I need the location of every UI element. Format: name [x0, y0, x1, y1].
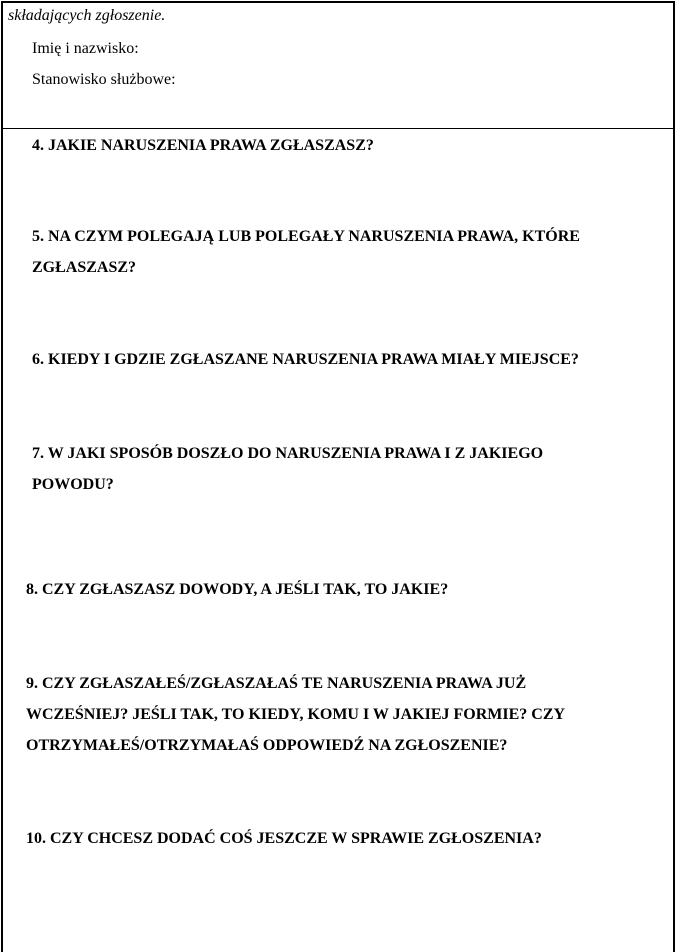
question-8: [26, 574, 448, 605]
question-5-line-1: 5. NA CZYM POLEGAJĄ LUB POLEGAŁY NARUSZENIA PRAWA, KTÓRE: [32, 228, 580, 245]
question-6-line-1: 6. KIEDY I GDZIE ZGŁASZANE NARUSZENIA PRAWA MIAŁY MIEJSCE?: [32, 351, 579, 368]
question-7-line-2: POWODU?: [32, 476, 114, 493]
question-9-line-3: OTRZYMAŁEŚ/OTRZYMAŁAŚ ODPOWIEDŹ NA ZGŁOSZENIE?: [26, 737, 508, 754]
position-field-label: Stanowisko służbowe:: [32, 71, 176, 88]
question-7-line-1: 7. W JAKI SPOSÓB DOSZŁO DO NARUSZENIA PRAWA I Z JAKIEGO: [32, 445, 544, 462]
question-8-line-1: 8. CZY ZGŁASZASZ DOWODY, A JEŚLI TAK, TO JAKIE?: [26, 581, 449, 598]
question-4-line-1: 4. JAKIE NARUSZENIA PRAWA ZGŁASZASZ?: [32, 137, 374, 154]
question-6: [32, 344, 579, 375]
question-10: [26, 823, 542, 854]
question-9: [26, 668, 565, 761]
question-9-line-1: 9. CZY ZGŁASZAŁEŚ/ZGŁASZAŁAŚ TE NARUSZENIA PRAWA JUŻ: [26, 675, 527, 692]
question-9-line-2: WCZEŚNIEJ? JEŚLI TAK, TO KIEDY, KOMU I W JAKIEJ FORMIE? CZY: [26, 706, 566, 723]
name-field-label: Imię i nazwisko:: [32, 40, 139, 57]
reporter-details-section: [3, 3, 673, 129]
question-7: [32, 438, 543, 500]
question-4: [32, 130, 374, 161]
question-10-line-1: 10. CZY CHCESZ DODAĆ COŚ JESZCZE W SPRAWIE ZGŁOSZENIA?: [26, 830, 542, 847]
form-box: [1, 1, 675, 952]
intro-note: składających zgłoszenie.: [8, 7, 166, 24]
question-5-line-2: ZGŁASZASZ?: [32, 259, 137, 276]
question-5: [32, 221, 580, 283]
